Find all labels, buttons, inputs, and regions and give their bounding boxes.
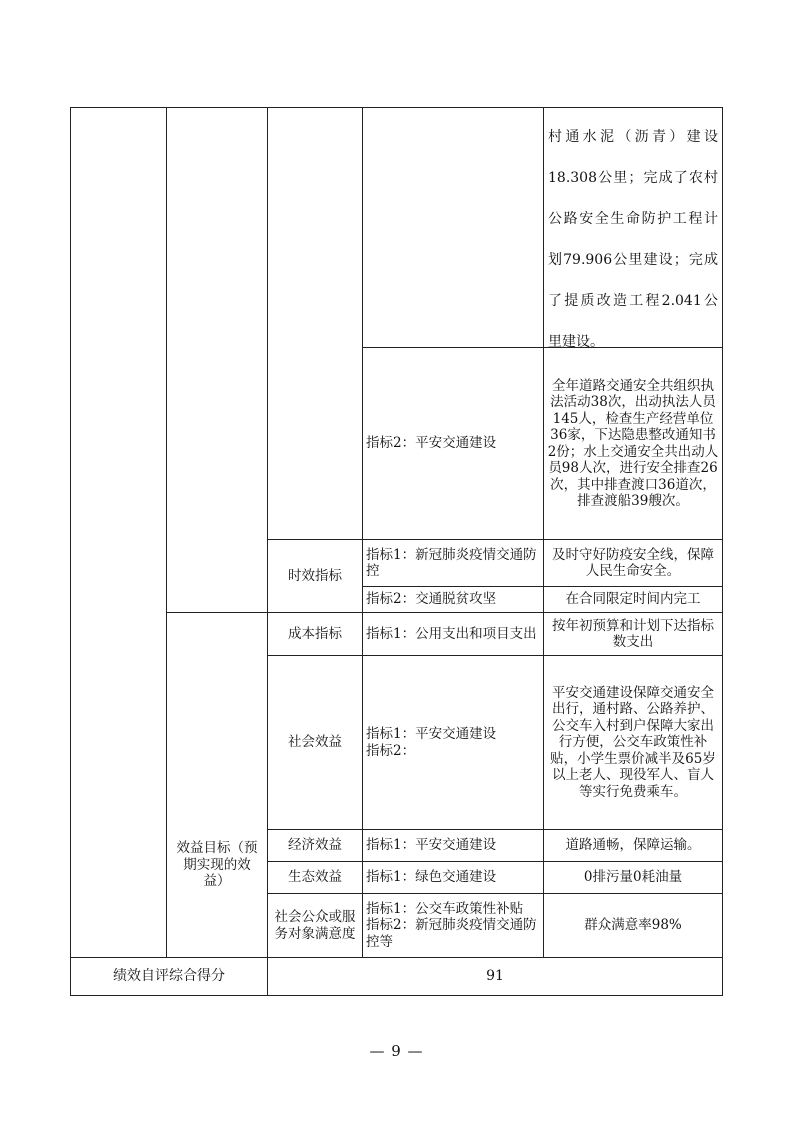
timeliness-indicator-1: 指标1：新冠肺炎疫情交通防控	[366, 546, 537, 579]
safety-value: 全年道路交通安全共组织执法活动38次，出动执法人员145人，检查生产经营单位36家，下达隐患整改通知书2份；水上交通安全共出动人员98人次，进行安全排查26次，其中排查渡口36道次，排查渡船39艘次。	[547, 377, 719, 509]
table-border-right	[722, 107, 723, 996]
timeliness-value-2: 在合同限定时间内完工	[565, 591, 701, 608]
cost-indicator: 指标1：公用支出和项目支出	[366, 625, 537, 642]
ecology-category: 生态效益	[288, 869, 342, 886]
table-border-bottom	[70, 995, 723, 996]
table-border-top	[70, 107, 723, 108]
satisfaction-indicator: 指标1：公交车政策性补贴 指标2：新冠肺炎疫情交通防控等	[366, 900, 537, 950]
road-construction-value	[544, 117, 722, 350]
satisfaction-category: 社会公众或服务对象满意度	[274, 909, 356, 942]
timeliness-category: 时效指标	[288, 567, 342, 584]
social-indicator: 指标1：平安交通建设 指标2：	[366, 726, 497, 759]
value-line: 村通水泥（沥青）建设	[548, 129, 718, 145]
score-label: 绩效自评综合得分	[113, 968, 225, 985]
score-value: 91	[486, 968, 504, 985]
safety-indicator: 指标2：平安交通建设	[366, 435, 497, 452]
economic-category: 经济效益	[288, 837, 342, 854]
ecology-indicator: 指标1：绿色交通建设	[366, 869, 497, 886]
performance-table	[70, 107, 723, 996]
value-line: 了提质改造工程2.041公	[548, 293, 718, 309]
social-category: 社会效益	[288, 734, 342, 751]
page-number: — 9 —	[369, 1042, 424, 1060]
economic-indicator: 指标1：平安交通建设	[366, 837, 497, 854]
timeliness-indicator-2: 指标2：交通脱贫攻坚	[366, 591, 497, 608]
benefit-goal-text: 效益目标（预期实现的效益）	[176, 840, 258, 890]
value-line: 公路安全生命防护工程计	[548, 211, 718, 227]
benefit-goal-label	[167, 613, 267, 957]
cost-category: 成本指标	[288, 625, 342, 642]
ecology-value: 0排污量0耗油量	[583, 869, 683, 886]
value-line: 18.308公里；完成了农村	[548, 170, 718, 186]
cost-value: 按年初预算和计划下达指标数支出	[552, 617, 714, 650]
satisfaction-value: 群众满意率98%	[584, 917, 682, 934]
social-value: 平安交通建设保障交通安全出行，通村路、公路养护、公交车入村到户保障大家出行方便，公交车政策性补贴，小学生票价减半及65岁以上老人、现役军人、盲人等实行免费乘车。	[550, 684, 716, 800]
value-line: 里建设。	[548, 334, 604, 350]
table-border-left	[70, 107, 71, 996]
economic-value: 道路通畅，保障运输。	[565, 837, 701, 854]
timeliness-value-1: 及时守好防疫安全线，保障人民生命安全。	[552, 546, 714, 579]
value-line: 划79.906公里建设；完成	[548, 252, 718, 268]
